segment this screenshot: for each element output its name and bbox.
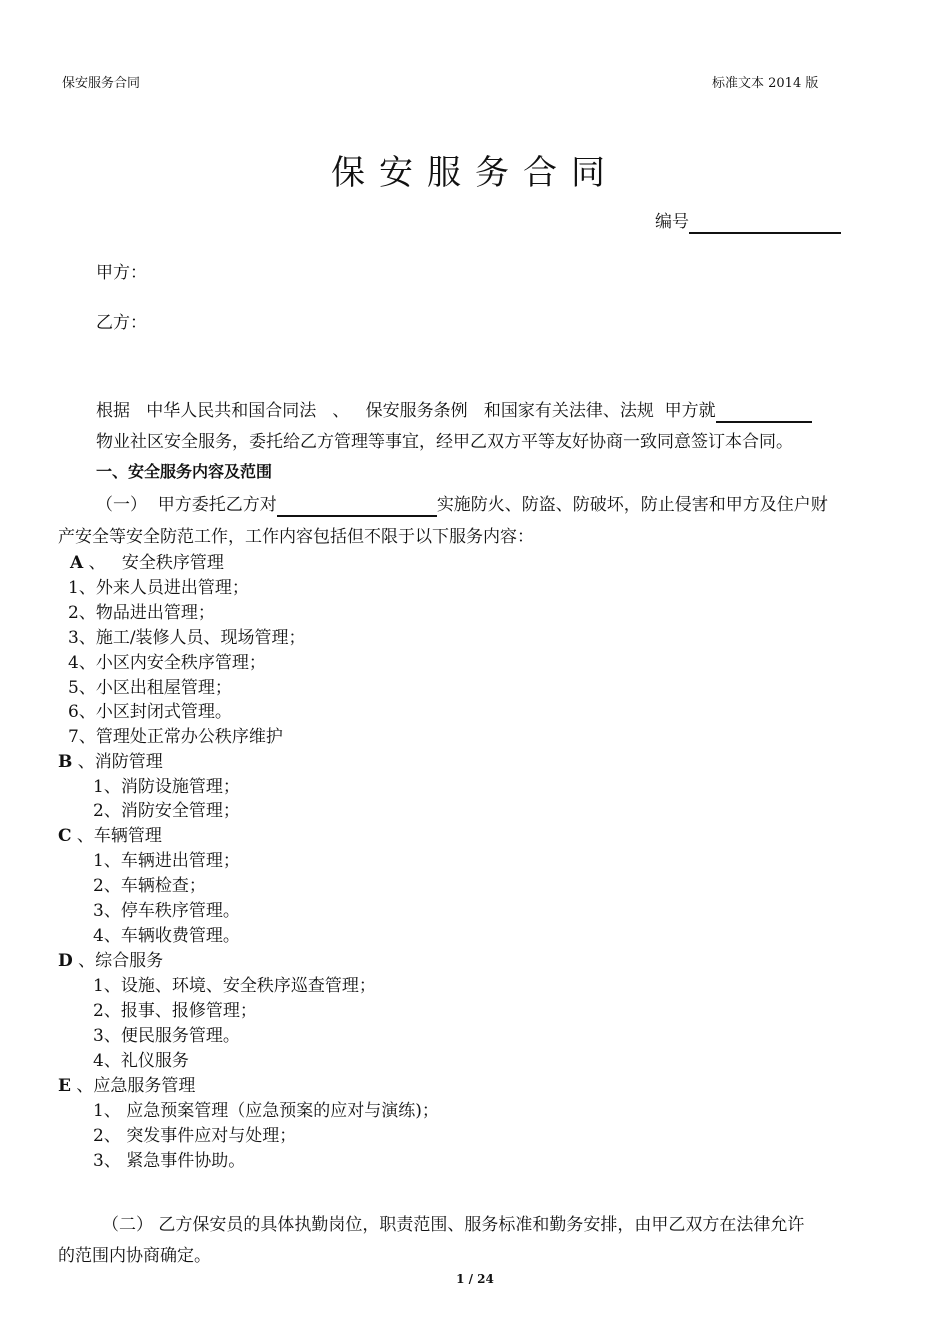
clause-1-suffix: 实施防火、防盗、防破坏，防止侵害和甲方及住户财 <box>436 495 828 515</box>
section-heading: 一、安全服务内容及范围 <box>96 462 273 481</box>
clause-1-line-1 <box>96 490 828 517</box>
intro-blank <box>716 401 812 423</box>
list-item: 1、消防设施管理； <box>93 777 240 797</box>
list-item: 3、停车秩序管理。 <box>93 901 240 921</box>
party-b: 乙方： <box>96 313 147 333</box>
group-b-letter: B <box>58 752 73 772</box>
serial-blank <box>689 212 841 234</box>
serial-number <box>655 207 841 234</box>
group-a-title <box>70 548 224 573</box>
list-item: 1、设施、环境、安全秩序巡查管理； <box>93 976 376 996</box>
intro-line-1 <box>96 396 812 423</box>
group-d-letter: D <box>58 951 73 971</box>
running-header-right: 标准文本 2014 版 <box>712 76 819 91</box>
document-title: 保安服务合同 <box>331 153 619 193</box>
group-c-title <box>58 821 162 846</box>
group-a-letter: A <box>70 553 84 573</box>
intro-text-1: 根据 中华人民共和国合同法 、 保安服务条例 和国家有关法律、法规 甲方就 <box>96 401 716 421</box>
clause-1-blank <box>277 495 437 517</box>
list-item: 2、 突发事件应对与处理； <box>93 1126 297 1146</box>
group-d-label: 、综合服务 <box>72 951 164 971</box>
list-item: 2、车辆检查； <box>93 876 206 896</box>
group-e-title <box>58 1071 195 1096</box>
clause-2-line-1: （二） 乙方保安员的具体执勤岗位，职责范围、服务标准和勤务安排，由甲乙双方在法律允许 <box>102 1215 805 1235</box>
group-c-letter: C <box>58 826 72 846</box>
list-item: 3、便民服务管理。 <box>93 1026 240 1046</box>
group-d-title <box>58 946 163 971</box>
group-b-title <box>58 747 163 772</box>
list-item: 1、 应急预案管理（应急预案的应对与演练)； <box>93 1101 439 1121</box>
group-a-label: 、 安全秩序管理 <box>83 553 224 573</box>
intro-line-2: 物业社区安全服务，委托给乙方管理等事宜，经甲乙双方平等友好协商一致同意签订本合同。 <box>96 432 793 452</box>
clause-2-line-2: 的范围内协商确定。 <box>58 1246 211 1266</box>
list-item: 2、物品进出管理； <box>68 603 215 623</box>
list-item: 2、消防安全管理； <box>93 801 240 821</box>
page-number: 1 / 24 <box>456 1272 494 1286</box>
list-item: 3、 紧急事件协助。 <box>93 1151 246 1171</box>
list-item: 6、小区封闭式管理。 <box>68 702 232 722</box>
list-item: 4、车辆收费管理。 <box>93 926 240 946</box>
party-a: 甲方： <box>96 263 147 283</box>
list-item: 5、小区出租屋管理； <box>68 678 232 698</box>
list-item: 4、小区内安全秩序管理； <box>68 653 266 673</box>
clause-1-line-2: 产安全等安全防范工作，工作内容包括但不限于以下服务内容： <box>58 527 534 547</box>
running-header-left: 保安服务合同 <box>62 76 141 91</box>
serial-label: 编号 <box>655 212 689 232</box>
group-e-label: 、应急服务管理 <box>70 1076 196 1096</box>
group-e-letter: E <box>58 1076 71 1096</box>
list-item: 4、礼仪服务 <box>93 1051 189 1071</box>
group-c-label: 、车辆管理 <box>71 826 162 846</box>
list-item: 3、施工/装修人员、现场管理； <box>68 628 306 648</box>
group-b-label: 、消防管理 <box>72 752 163 772</box>
list-item: 2、报事、报修管理； <box>93 1001 257 1021</box>
clause-1-prefix: （一） 甲方委托乙方对 <box>96 495 277 515</box>
list-item: 1、车辆进出管理； <box>93 851 240 871</box>
list-item: 1、外来人员进出管理； <box>68 578 249 598</box>
list-item: 7、管理处正常办公秩序维护 <box>68 727 283 747</box>
